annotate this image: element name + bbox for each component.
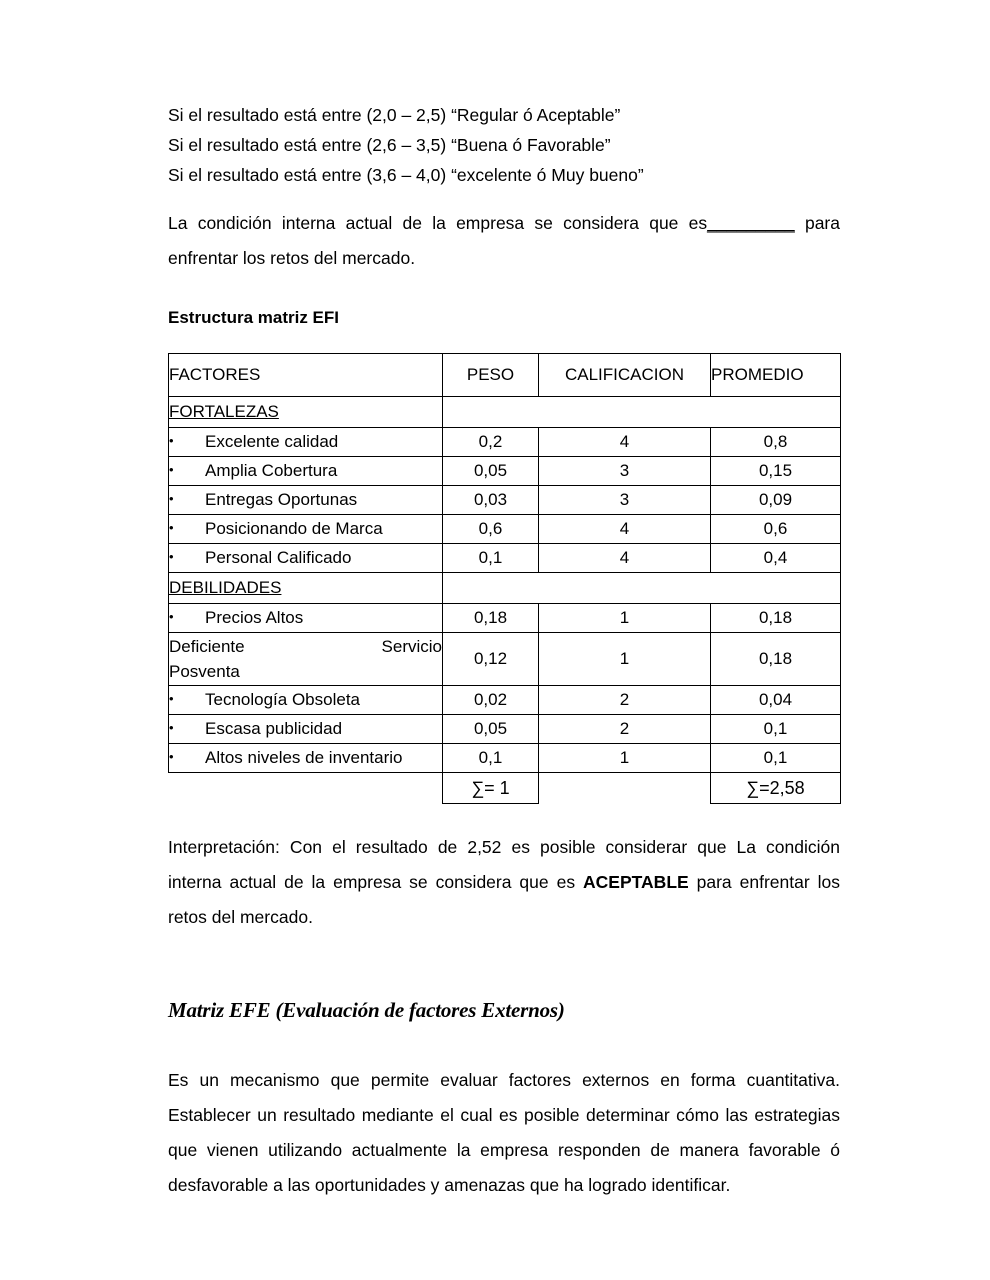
column-header-calificacion: CALIFICACION — [539, 354, 711, 397]
factor-cell — [169, 686, 443, 715]
section-empty-span — [443, 397, 841, 428]
table-row — [169, 486, 841, 515]
table-row — [169, 515, 841, 544]
factor-cell — [169, 428, 443, 457]
factor-label: Entregas Oportunas — [205, 490, 358, 509]
condition-text-before: La condición interna actual de la empresa se considera que es — [168, 213, 708, 233]
factor-cell — [169, 715, 443, 744]
condition-text-after: para enfrentar los retos del mercado. — [168, 213, 840, 268]
factor-label: Altos niveles de inventario — [205, 748, 403, 767]
factor-label: Amplia Cobertura — [205, 461, 338, 480]
calificacion-cell: 2 — [539, 715, 711, 744]
result-criteria-list — [168, 100, 840, 190]
column-header-factores: FACTORES — [169, 354, 443, 397]
calificacion-cell: 1 — [539, 744, 711, 773]
peso-cell: 0,12 — [443, 633, 539, 686]
promedio-cell: 0,8 — [711, 428, 841, 457]
factor-word-servicio: Servicio — [381, 637, 442, 656]
peso-cell: 0,1 — [443, 744, 539, 773]
promedio-cell: 0,15 — [711, 457, 841, 486]
section-label-fortalezas: FORTALEZAS — [169, 397, 443, 428]
interpretation-text-part1: Interpretación: Con el resultado de 2,52 es posible considerar que La condición interna actual de la empresa se considera que es — [168, 837, 840, 892]
section-row-debilidades — [169, 573, 841, 604]
peso-cell: 0,05 — [443, 457, 539, 486]
table-row — [169, 715, 841, 744]
condition-blank: _________ — [707, 213, 795, 233]
efi-structure-heading: Estructura matriz EFI — [168, 308, 339, 327]
efe-section-heading: Matriz EFE (Evaluación de factores Externos) — [168, 998, 565, 1022]
peso-cell: 0,2 — [443, 428, 539, 457]
calificacion-cell: 3 — [539, 457, 711, 486]
factor-cell — [169, 744, 443, 773]
section-empty-span — [443, 573, 841, 604]
bullet-icon — [169, 461, 205, 481]
factor-label: Escasa publicidad — [205, 719, 343, 738]
promedio-cell: 0,1 — [711, 744, 841, 773]
calificacion-cell: 1 — [539, 604, 711, 633]
calificacion-cell: 3 — [539, 486, 711, 515]
interpretation-emphasis: ACEPTABLE — [583, 872, 689, 892]
factor-label-line2: Posventa — [169, 662, 240, 681]
interpretation-text-part2: para enfrentar los retos del mercado. — [168, 872, 840, 927]
promedio-cell: 0,18 — [711, 633, 841, 686]
column-header-peso: PESO — [443, 354, 539, 397]
bullet-icon — [169, 519, 205, 539]
table-row — [169, 457, 841, 486]
totals-row — [169, 773, 841, 804]
document-body — [168, 100, 840, 1203]
factor-cell — [169, 515, 443, 544]
peso-cell: 0,05 — [443, 715, 539, 744]
efe-description-paragraph: Es un mecanismo que permite evaluar factores externos en forma cuantitativa. Establecer un resultado mediante el cual es posible determinar cómo las estrategias que vienen utilizando actualmente la empresa responden de manera favorable ó desfavorable a las oportunidades y amenazas que ha logrado identificar. — [168, 1070, 840, 1195]
peso-cell: 0,18 — [443, 604, 539, 633]
total-promedio: ∑=2,58 — [711, 773, 841, 804]
factor-label: Tecnología Obsoleta — [205, 690, 360, 709]
peso-cell: 0,1 — [443, 544, 539, 573]
table-row — [169, 544, 841, 573]
totals-empty-calificacion — [539, 773, 711, 804]
table-row — [169, 686, 841, 715]
table-header-row — [169, 354, 841, 397]
promedio-cell: 0,18 — [711, 604, 841, 633]
criteria-line: Si el resultado está entre (2,0 – 2,5) “Regular ó Aceptable” — [168, 105, 621, 125]
factor-word-deficiente: Deficiente — [169, 637, 245, 656]
peso-cell: 0,6 — [443, 515, 539, 544]
factor-cell — [169, 604, 443, 633]
table-row — [169, 744, 841, 773]
peso-cell: 0,03 — [443, 486, 539, 515]
bullet-icon — [169, 608, 205, 628]
column-header-promedio: PROMEDIO — [711, 354, 841, 397]
promedio-cell: 0,4 — [711, 544, 841, 573]
table-row — [169, 428, 841, 457]
promedio-cell: 0,1 — [711, 715, 841, 744]
peso-cell: 0,02 — [443, 686, 539, 715]
table-row — [169, 633, 841, 686]
promedio-cell: 0,04 — [711, 686, 841, 715]
calificacion-cell: 4 — [539, 515, 711, 544]
criteria-line: Si el resultado está entre (3,6 – 4,0) “excelente ó Muy bueno” — [168, 165, 644, 185]
calificacion-cell: 4 — [539, 428, 711, 457]
bullet-icon — [169, 548, 205, 568]
factor-cell — [169, 633, 443, 686]
section-row-fortalezas — [169, 397, 841, 428]
bullet-icon — [169, 690, 205, 710]
factor-cell — [169, 544, 443, 573]
interpretation-paragraph — [168, 830, 840, 935]
bullet-icon — [169, 432, 205, 452]
bullet-icon — [169, 719, 205, 739]
factor-label: Excelente calidad — [205, 432, 339, 451]
totals-empty-factores — [169, 773, 443, 804]
criteria-line: Si el resultado está entre (2,6 – 3,5) “Buena ó Favorable” — [168, 135, 611, 155]
calificacion-cell: 4 — [539, 544, 711, 573]
factor-label: Posicionando de Marca — [205, 519, 383, 538]
calificacion-cell: 2 — [539, 686, 711, 715]
factor-cell — [169, 457, 443, 486]
efi-matrix-table — [168, 353, 841, 804]
promedio-cell: 0,09 — [711, 486, 841, 515]
promedio-cell: 0,6 — [711, 515, 841, 544]
bullet-icon — [169, 748, 205, 768]
condition-paragraph — [168, 206, 840, 276]
calificacion-cell: 1 — [539, 633, 711, 686]
factor-label: Personal Calificado — [205, 548, 352, 567]
total-peso: ∑= 1 — [443, 773, 539, 804]
factor-label: Precios Altos — [205, 608, 304, 627]
section-label-debilidades: DEBILIDADES — [169, 573, 443, 604]
bullet-icon — [169, 490, 205, 510]
factor-cell — [169, 486, 443, 515]
factor-label-line1 — [169, 634, 442, 659]
table-row — [169, 604, 841, 633]
